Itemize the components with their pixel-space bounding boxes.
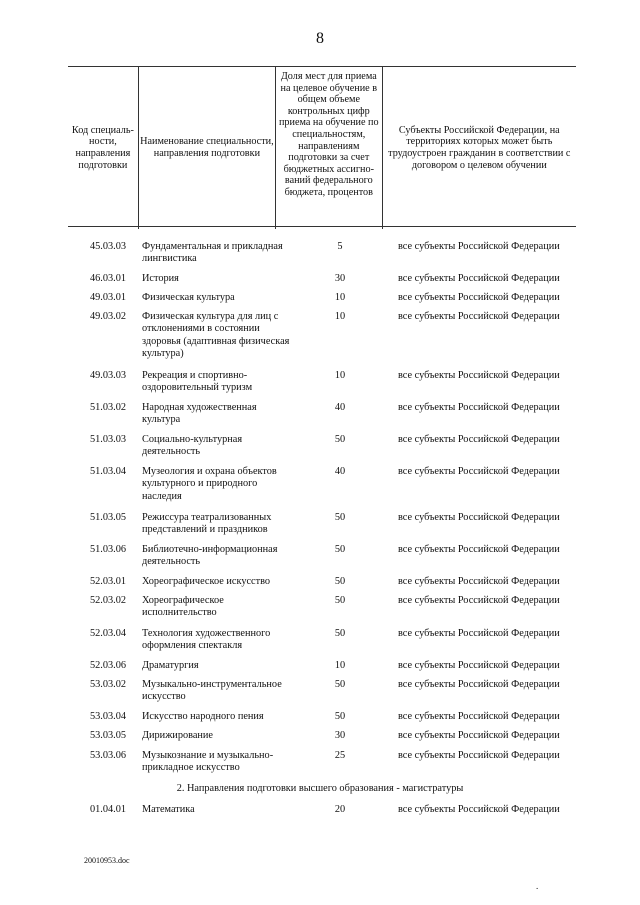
row-percent: 40 (334, 466, 346, 477)
row-subjects: все субъекты Российской Федерации (398, 466, 560, 477)
row-subjects: все субъекты Российской Федерации (398, 730, 560, 741)
row-code: 51.03.05 (89, 512, 126, 523)
row-code: 52.03.01 (89, 576, 126, 587)
row-percent: 40 (334, 402, 346, 413)
row-name: Хореографическое искусство (142, 576, 271, 587)
row-name: Музыкознание и музыкально-прикладное искусство (142, 750, 274, 774)
row-name: Физическая культура (142, 292, 235, 303)
row-code: 51.03.03 (89, 434, 126, 445)
row-percent: 50 (334, 595, 346, 606)
row-code: 53.03.04 (89, 711, 126, 722)
row-code: 51.03.04 (89, 466, 126, 477)
row-name: История (142, 273, 179, 284)
row-code: 53.03.02 (89, 679, 126, 690)
row-subjects: все субъекты Российской Федерации (398, 292, 560, 303)
row-name: Рекреация и спортивно-оздоровительный туризм (142, 370, 253, 394)
row-subjects: все субъекты Российской Федерации (398, 544, 560, 555)
row-code: 49.03.02 (89, 311, 126, 322)
document-id: 20010953.doc (84, 856, 130, 865)
row-code: 51.03.06 (89, 544, 126, 555)
row-code: 52.03.06 (89, 660, 126, 671)
row-percent: 50 (334, 544, 346, 555)
table-header (68, 67, 576, 229)
row-code: 45.03.03 (89, 241, 126, 252)
row-code: 51.03.02 (89, 402, 126, 413)
row-percent: 30 (334, 273, 346, 284)
row-subjects: все субъекты Российской Федерации (398, 628, 560, 639)
row-name: Музыкально-инструментальное искусство (142, 679, 282, 703)
section-title: 2. Направления подготовки высшего образования - магистратуры (176, 783, 464, 794)
row-percent: 10 (334, 660, 346, 671)
table-header-rule (68, 226, 576, 227)
header-code: Код специаль-ности, направления подготовки (71, 124, 134, 171)
row-code: 49.03.01 (89, 292, 126, 303)
row-code: 52.03.04 (89, 628, 126, 639)
header-percent: Доля мест для приема на целевое обучение в общем объеме контрольных цифр приема на обучение по специальностям, направлениям подготовки за счет бюджетных ассигно-ваний федерального бюджета, процентов (275, 67, 382, 229)
row-name: Режиссура театрализованных представлений и праздников (142, 512, 272, 536)
row-subjects: все субъекты Российской Федерации (398, 512, 560, 523)
row-subjects: все субъекты Российской Федерации (398, 660, 560, 671)
row-name: Технология художественного оформления спектакля (142, 628, 271, 652)
row-subjects: все субъекты Российской Федерации (398, 711, 560, 722)
row-name: Драматургия (142, 660, 199, 671)
row-code: 46.03.01 (89, 273, 126, 284)
row-name: Дирижирование (142, 730, 214, 741)
row-name: Народная художественная культура (142, 402, 257, 426)
row-code: 01.04.01 (89, 804, 126, 815)
row-subjects: все субъекты Российской Федерации (398, 679, 560, 690)
row-percent: 10 (334, 311, 346, 322)
row-subjects: все субъекты Российской Федерации (398, 434, 560, 445)
row-subjects: все субъекты Российской Федерации (398, 311, 560, 322)
row-percent: 50 (334, 711, 346, 722)
row-name: Музеология и охрана объектов культурного и природного наследия (142, 466, 277, 502)
row-code: 53.03.05 (89, 730, 126, 741)
row-subjects: все субъекты Российской Федерации (398, 402, 560, 413)
row-code: 52.03.02 (89, 595, 126, 606)
row-code: 53.03.06 (89, 750, 126, 761)
row-subjects: все субъекты Российской Федерации (398, 576, 560, 587)
row-subjects: все субъекты Российской Федерации (398, 370, 560, 381)
row-percent: 50 (334, 512, 346, 523)
row-name: Искусство народного пения (142, 711, 264, 722)
header-name: Наименование специальности, направления подготовки (138, 67, 275, 229)
row-percent: 50 (334, 434, 346, 445)
row-subjects: все субъекты Российской Федерации (398, 273, 560, 284)
row-code: 49.03.03 (89, 370, 126, 381)
corner-mark: . (536, 881, 539, 891)
row-name: Физическая культура для лиц с отклонениями в состоянии здоровья (адаптивная физическая культура) (142, 311, 290, 359)
row-percent: 50 (334, 628, 346, 639)
row-subjects: все субъекты Российской Федерации (398, 241, 560, 252)
row-subjects: все субъекты Российской Федерации (398, 750, 560, 761)
row-percent: 20 (334, 804, 346, 815)
row-name: Библиотечно-информационная деятельность (142, 544, 278, 568)
row-percent: 5 (337, 241, 343, 252)
row-percent: 50 (334, 679, 346, 690)
row-percent: 25 (334, 750, 346, 761)
row-name: Фундаментальная и прикладная лингвистика (142, 241, 283, 265)
row-percent: 50 (334, 576, 346, 587)
row-percent: 30 (334, 730, 346, 741)
page-number: 8 (316, 30, 324, 47)
row-subjects: все субъекты Российской Федерации (398, 804, 560, 815)
row-name: Социально-культурная деятельность (142, 434, 243, 458)
row-percent: 10 (334, 292, 346, 303)
row-percent: 10 (334, 370, 346, 381)
header-subjects: Субъекты Российской Федерации, на территориях которых может быть трудоустроен гражданин в соответствии с договором о целевом обучении (388, 124, 571, 171)
row-subjects: все субъекты Российской Федерации (398, 595, 560, 606)
row-name: Математика (142, 804, 195, 815)
row-name: Хореографическое исполнительство (142, 595, 224, 619)
